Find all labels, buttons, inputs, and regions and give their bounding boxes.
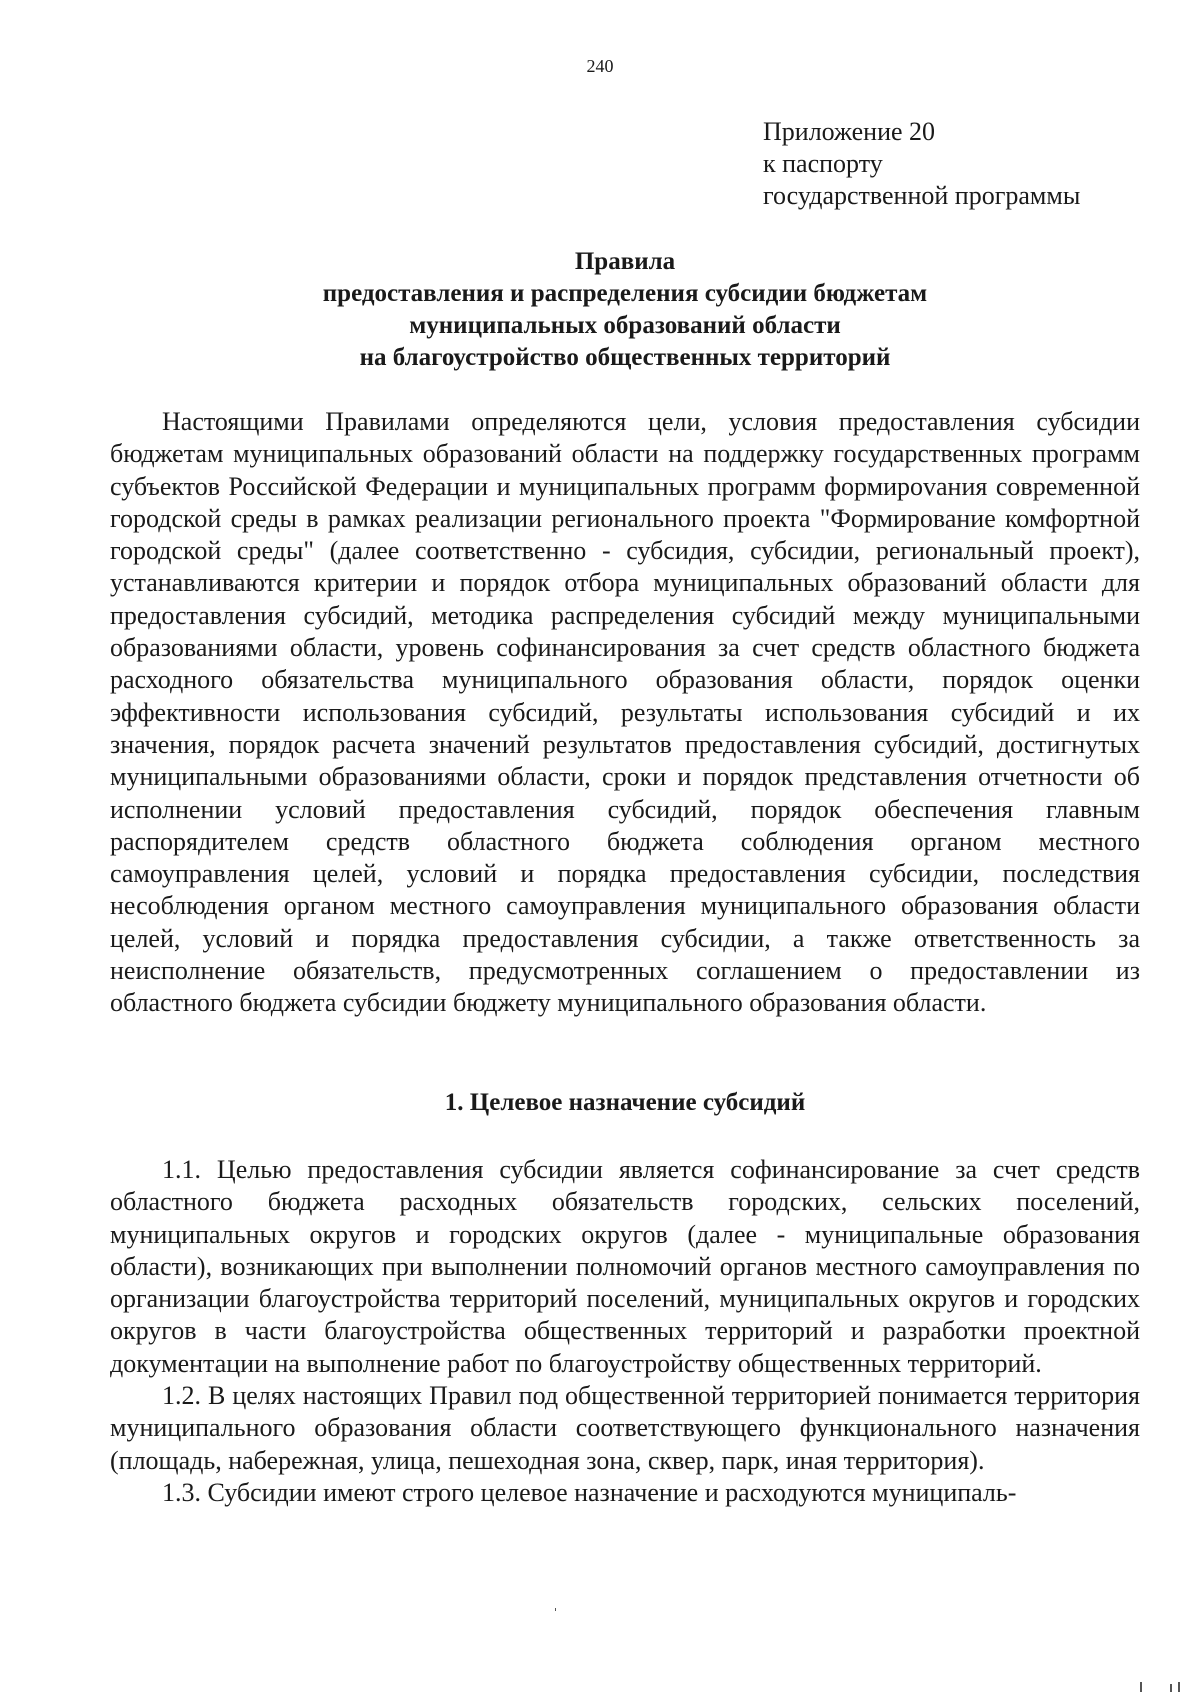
paragraph-1-2: 1.2. В целях настоящих Правил под общественной территорией понимается территория муниципального образования области соответствующего функционального назначения (площадь, набережная, улица, пешеходная зона, сквер, парк, иная территория). xyxy=(110,1381,1140,1475)
section-body xyxy=(110,1154,1140,1509)
scan-mark xyxy=(1170,1684,1172,1692)
scan-mark xyxy=(1140,1682,1142,1692)
appendix-line: государственной программы xyxy=(763,181,1081,210)
intro-paragraph: Настоящими Правилами определяются цели, условия предоставления субсидии бюджетам муниципальных образований области на поддержку государственных программ субъектов Российской Федерации и муниципальных программ формироvания современной городской среды в рамках реализации регионального проекта "Формирование комфортной городской среды" (далее соответственно - субсидия, субсидии, региональный проект), устанавливаются критерии и порядок отбора муниципальных образований области для предоставления субсидий, методика распределения субсидий между муниципальными образованиями области, уровень софинансирования за счет средств областного бюджета расходного обязательства муниципального образования области, порядок оценки эффективности использования субсидий, результаты использования субсидий и их значения, порядок расчета значений результатов предоставления субсидий, достигнутых муниципальными образованиями области, сроки и порядок представления отчетности об исполнении условий предоставления субсидий, порядок обеспечения главным распорядителем средств областного бюджета соблюдения органом местного самоуправления целей, условий и порядка предоставления субсидии, последствия несоблюдения органом местного самоуправления муниципального образования области целей, условий и порядка предоставления субсидии, а также ответственность за неисполнение обязательств, предусмотренных соглашением о предоставлении из областного бюджета субсидии бюджету муниципального образования области. xyxy=(110,407,1140,1018)
intro-section xyxy=(110,406,1140,1020)
document-title xyxy=(110,246,1140,374)
title-line: муниципальных образований области xyxy=(409,312,841,339)
appendix-line: Приложение 20 xyxy=(763,117,936,146)
scan-mark xyxy=(555,1608,556,1611)
title-line: на благоустройство общественных территорий xyxy=(359,344,891,371)
page-number: 240 xyxy=(586,56,614,76)
scan-mark xyxy=(1178,1682,1180,1692)
title-line: предоставления и распределения субсидии бюджетам xyxy=(322,280,928,307)
appendix-reference xyxy=(763,116,1080,212)
title-line: Правила xyxy=(574,248,676,275)
section-heading: 1. Целевое назначение субсидий xyxy=(444,1089,806,1116)
appendix-line: к паспорту xyxy=(763,149,883,178)
paragraph-1-3: 1.3. Субсидии имеют строго целевое назначение и расходуются муниципаль- xyxy=(162,1477,1017,1507)
paragraph-1-1: 1.1. Целью предоставления субсидии является софинансирование за счет средств областного бюджета расходных обязательств городских, сельских поселений, муниципальных округов и городских округов (далее - муниципальные образования области), возникающих при выполнении полномочий органов местного самоуправления по организации благоустройства территорий поселений, муниципальных округов и городских округов в части благоустройства общественных территорий и разработки проектной документации на выполнение работ по благоустройству общественных территорий. xyxy=(110,1155,1140,1378)
